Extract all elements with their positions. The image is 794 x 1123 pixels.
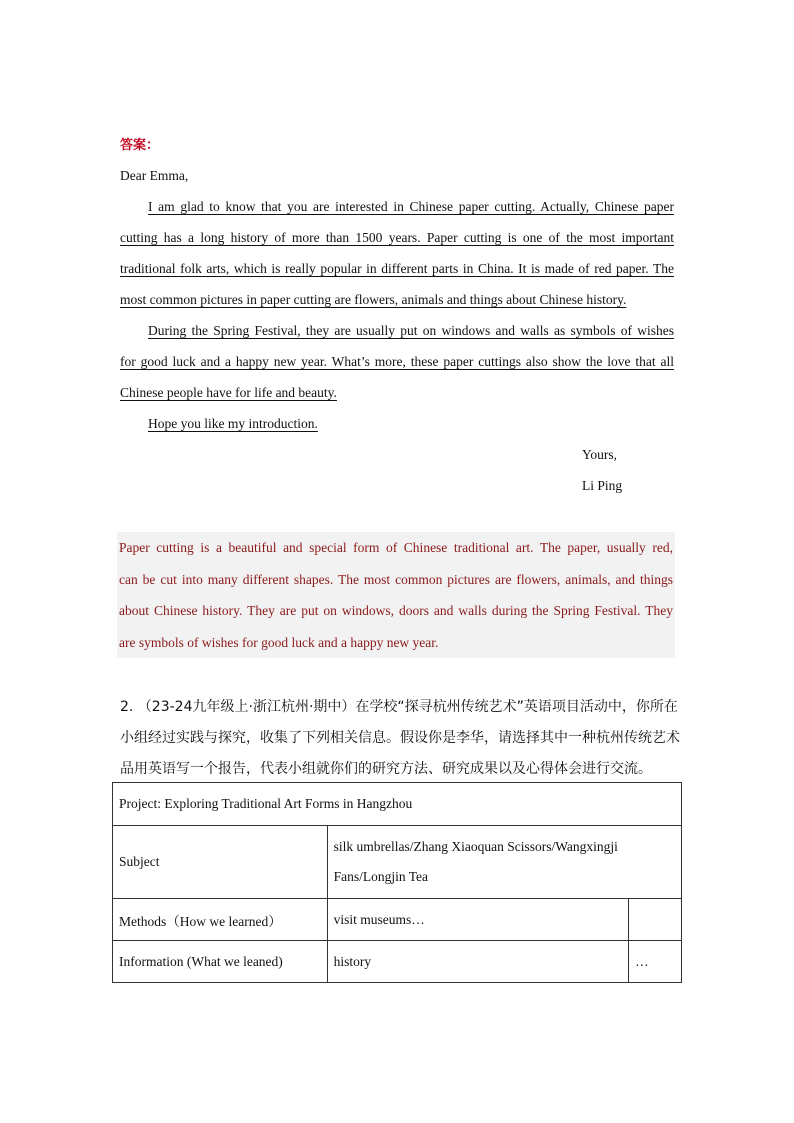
summary-box [117, 532, 675, 658]
question-line: 品用英语写一个报告，代表小组就你们的研究方法、研究成果以及心得体会进行交流。 [120, 761, 652, 777]
subject-value-line: silk umbrellas/Zhang Xiaoquan Scissors/Wangxingji [333, 839, 618, 854]
letter-line [120, 253, 674, 284]
summary-line: are symbols of wishes for good luck and a happy new year. [119, 634, 439, 650]
subject-value-line: Fans/Longjin Tea [333, 869, 429, 884]
summary-line: about Chinese history. They are put on windows, doors and walls during the Spring Festival. They [119, 603, 673, 618]
letter-text: cutting has a long history of more than 1500 years. Paper cutting is one of the most important [120, 230, 674, 245]
project-title-cell: Project: Exploring Traditional Art Forms in Hangzhou [113, 783, 682, 826]
table-row [113, 941, 682, 983]
letter-line [120, 315, 674, 346]
letter-line [120, 222, 674, 253]
table-row [113, 826, 682, 899]
summary-line: Paper cutting is a beautiful and special form of Chinese traditional art. The paper, usually red, [119, 540, 673, 555]
info-value-cell: history [327, 941, 628, 983]
question-line: 小组经过实践与探究，收集了下列相关信息。假设你是李华，请选择其中一种杭州传统艺术 [120, 730, 680, 746]
table-row [113, 899, 682, 941]
methods-value-cell: visit museums… [327, 899, 628, 941]
letter-line [120, 377, 674, 408]
info-label-cell: Information (What we leaned) [113, 941, 328, 983]
methods-label-cell: Methods（How we learned） [113, 899, 328, 941]
letter-text: for good luck and a happy new year. What’s more, these paper cuttings also show the love that all [120, 354, 674, 369]
letter-signature: Li Ping [582, 478, 623, 493]
letter-line [120, 346, 674, 377]
letter-line [120, 284, 674, 315]
table-row [113, 783, 682, 826]
letter-greeting: Dear Emma, [120, 168, 189, 183]
project-info-table [112, 782, 682, 983]
info-extra-cell: … [629, 941, 682, 983]
letter-text: traditional folk arts, which is really popular in different parts in China. It is made of red paper. The [120, 261, 674, 276]
letter-text: Chinese people have for life and beauty. [120, 385, 337, 400]
question-prompt [120, 692, 680, 785]
question-line: 2. （23-24九年级上·浙江杭州·期中）在学校“探寻杭州传统艺术”英语项目活动中，你所在 [120, 699, 678, 715]
methods-extra-cell [629, 899, 682, 941]
letter-line [120, 408, 674, 439]
subject-value-cell [327, 826, 681, 899]
answer-label: 答案： [120, 138, 160, 153]
subject-label-cell: Subject [113, 826, 328, 899]
model-letter [120, 160, 674, 501]
summary-line: can be cut into many different shapes. The most common pictures are flowers, animals, and things [119, 571, 673, 587]
letter-closing: Yours, [582, 447, 618, 462]
letter-text: most common pictures in paper cutting are flowers, animals and things about Chinese history. [120, 292, 627, 307]
letter-text: Hope you like my introduction. [148, 416, 318, 431]
letter-text: During the Spring Festival, they are usually put on windows and walls as symbols of wishes [148, 323, 674, 338]
letter-text: I am glad to know that you are interested in Chinese paper cutting. Actually, Chinese paper [148, 199, 674, 214]
letter-line [120, 191, 674, 222]
